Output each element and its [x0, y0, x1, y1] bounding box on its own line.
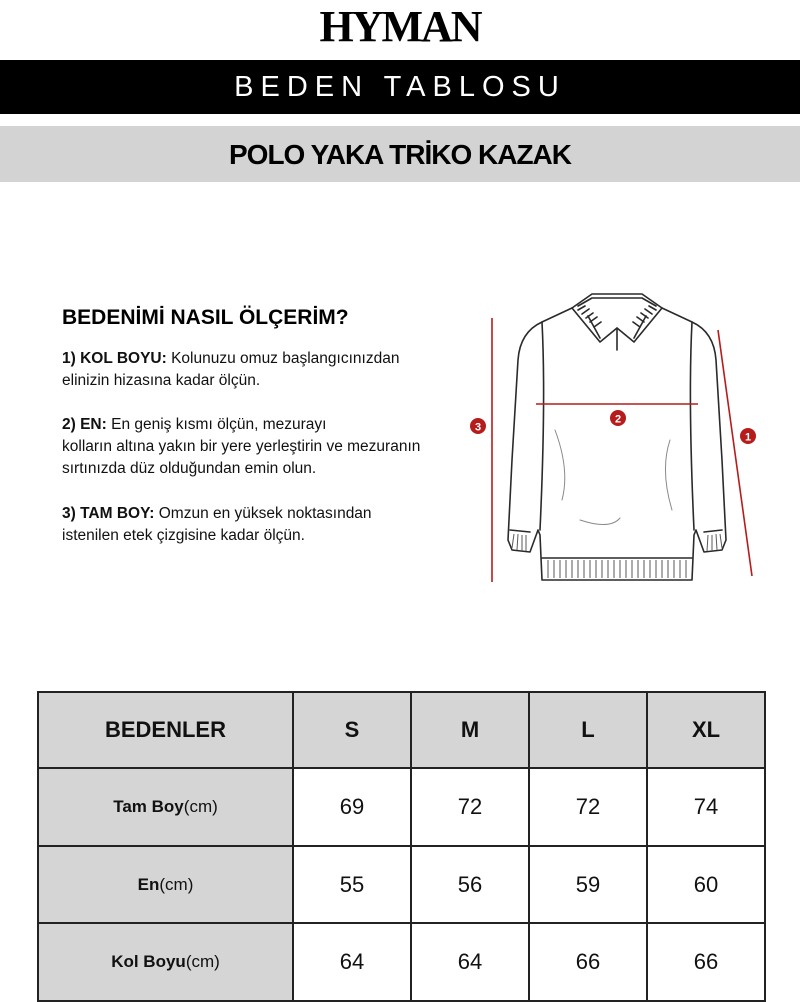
header-size-s: S — [293, 692, 411, 768]
brand-logo: HYMAN — [319, 2, 481, 51]
header-size-xl: XL — [647, 692, 765, 768]
sweater-outline — [508, 294, 726, 580]
step-text: sırtınızda düz olduğundan emin olun. — [62, 460, 317, 477]
table-cell: 64 — [293, 923, 411, 1001]
page-title-bar — [0, 60, 800, 114]
table-row — [38, 923, 765, 1001]
row-label-sleeve-length: Kol Boyu(cm) — [38, 923, 293, 1001]
header-sizes-label: BEDENLER — [38, 692, 293, 768]
table-cell: 56 — [411, 846, 529, 924]
table-header-row — [38, 692, 765, 768]
step-text: elinizin hizasına kadar ölçün. — [62, 372, 261, 389]
header-size-l: L — [529, 692, 647, 768]
row-label-full-length: Tam Boy(cm) — [38, 768, 293, 846]
marker-sleeve-length — [740, 428, 756, 444]
marker-full-length — [470, 418, 486, 434]
step-full-length — [62, 503, 442, 547]
step-sleeve-length — [62, 348, 442, 392]
step-label: 3) TAM BOY: — [62, 505, 155, 522]
svg-text:1: 1 — [744, 431, 752, 444]
step-text: istenilen etek çizgisine kadar ölçün. — [62, 527, 305, 544]
table-cell: 74 — [647, 768, 765, 846]
sweater-measurement-diagram — [460, 280, 780, 610]
step-width — [62, 414, 462, 480]
size-chart-table — [37, 691, 766, 1002]
table-row — [38, 846, 765, 924]
marker-width — [610, 410, 626, 426]
svg-text:3: 3 — [474, 421, 482, 434]
svg-text:2: 2 — [614, 413, 622, 426]
table-cell: 66 — [529, 923, 647, 1001]
sleeve-length-line — [718, 330, 752, 576]
howto-title: BEDENİMİ NASIL ÖLÇERİM? — [62, 306, 349, 329]
step-text: Kolunuzu omuz başlangıcınızdan — [171, 350, 400, 367]
table-cell: 55 — [293, 846, 411, 924]
table-cell: 64 — [411, 923, 529, 1001]
product-title: POLO YAKA TRİKO KAZAK — [229, 139, 571, 170]
step-label: 1) KOL BOYU: — [62, 350, 167, 367]
step-text: Omzun en yüksek noktasından — [158, 505, 372, 522]
table-row — [38, 768, 765, 846]
measurement-lines — [492, 318, 752, 582]
header-size-m: M — [411, 692, 529, 768]
table-cell: 60 — [647, 846, 765, 924]
step-label: 2) EN: — [62, 416, 107, 433]
step-text: kolların altına yakın bir yere yerleştirin ve mezuranın — [62, 438, 421, 455]
table-cell: 66 — [647, 923, 765, 1001]
product-title-bar — [0, 126, 800, 182]
table-cell: 72 — [529, 768, 647, 846]
hem-ribbing — [512, 534, 722, 578]
page-title: BEDEN TABLOSU — [234, 71, 566, 103]
table-cell: 72 — [411, 768, 529, 846]
step-text: En geniş kısmı ölçün, mezurayı — [111, 416, 327, 433]
table-cell: 59 — [529, 846, 647, 924]
table-cell: 69 — [293, 768, 411, 846]
row-label-width: En(cm) — [38, 846, 293, 924]
